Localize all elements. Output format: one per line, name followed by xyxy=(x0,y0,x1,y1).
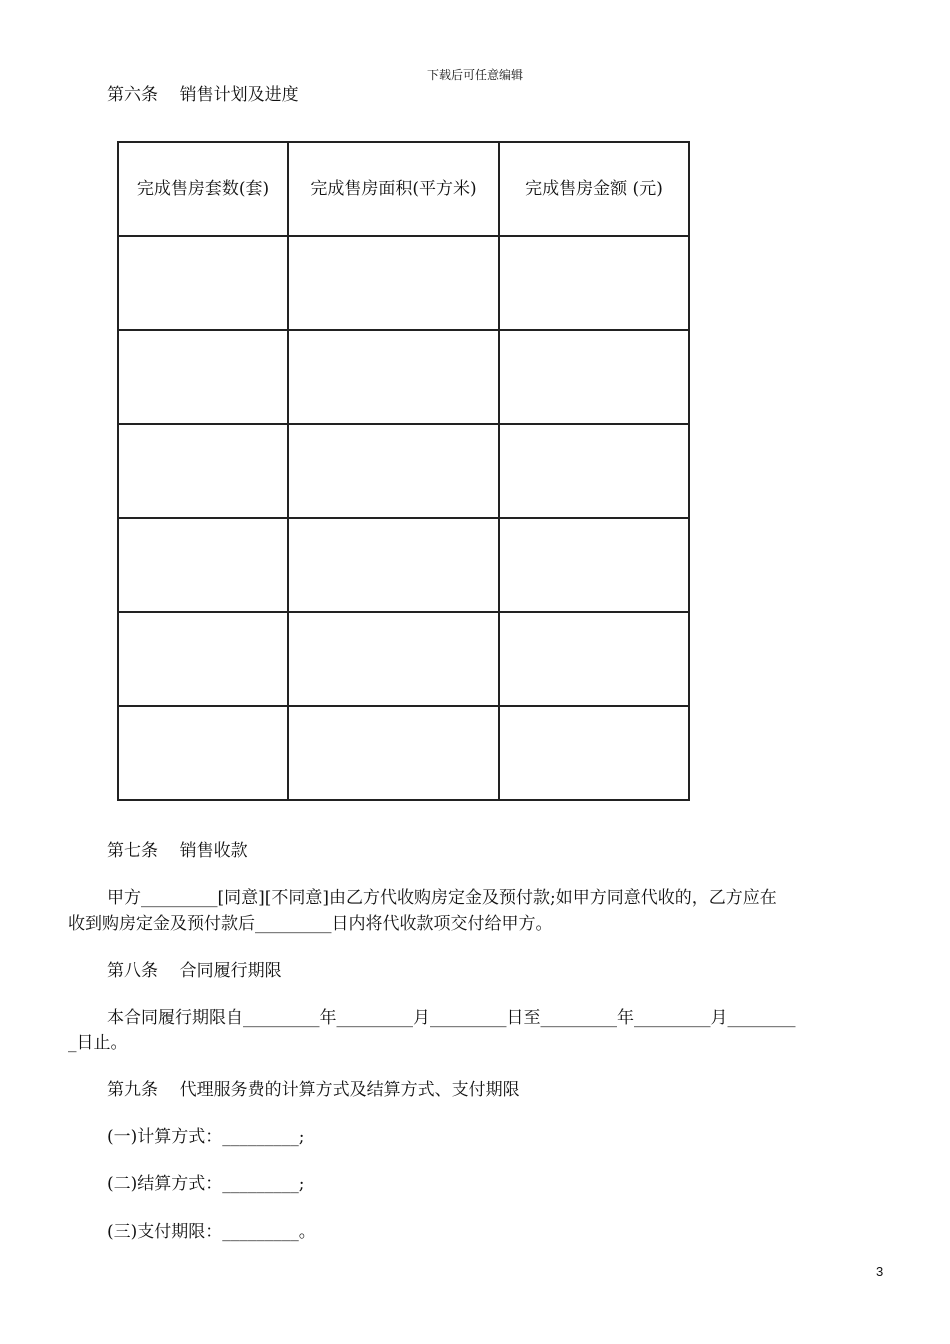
page-header: 下载后可任意编辑 xyxy=(426,68,523,82)
article-9-heading: 第九条 代理服务费的计算方式及结算方式、支付期限 xyxy=(107,1080,520,1100)
table-row-divider xyxy=(117,705,690,707)
table-border-right xyxy=(688,141,690,801)
article-7-text-line1: 甲方_________[同意][不同意]由乙方代收购房定金及预付款;如甲方同意代收的，乙方应在 xyxy=(107,888,777,908)
page-number: 3 xyxy=(876,1264,884,1279)
table-col-divider-1 xyxy=(287,141,289,801)
article-9-item-1: (一)计算方式：_________; xyxy=(107,1127,305,1147)
article-7-text-line2: 收到购房定金及预付款后_________日内将代收款项交付给甲方。 xyxy=(68,914,553,934)
table-row-divider xyxy=(117,329,690,331)
table-row-divider xyxy=(117,235,690,237)
table-header-units: 完成售房套数(套) xyxy=(136,179,270,199)
table-border-top xyxy=(117,141,690,143)
article-9-item-2: (二)结算方式：_________; xyxy=(107,1174,305,1194)
table-col-divider-2 xyxy=(498,141,500,801)
article-6-heading: 第六条 销售计划及进度 xyxy=(107,85,299,105)
article-8-text-line2: _日止。 xyxy=(68,1033,128,1053)
article-8-heading: 第八条 合同履行期限 xyxy=(107,961,282,981)
article-8-text-line1: 本合同履行期限自_________年_________月_________日至_________年_________月________ xyxy=(107,1008,796,1028)
table-border-left xyxy=(117,141,119,801)
article-7-heading: 第七条 销售收款 xyxy=(107,841,248,861)
sales-plan-table xyxy=(117,141,690,801)
table-row-divider xyxy=(117,423,690,425)
table-header-area: 完成售房面积(平方米) xyxy=(310,179,477,199)
table-header-amount: 完成售房金额 (元) xyxy=(525,179,663,199)
table-border-bottom xyxy=(117,799,690,801)
table-row-divider xyxy=(117,517,690,519)
table-row-divider xyxy=(117,611,690,613)
article-9-item-3: (三)支付期限：_________。 xyxy=(107,1222,316,1242)
